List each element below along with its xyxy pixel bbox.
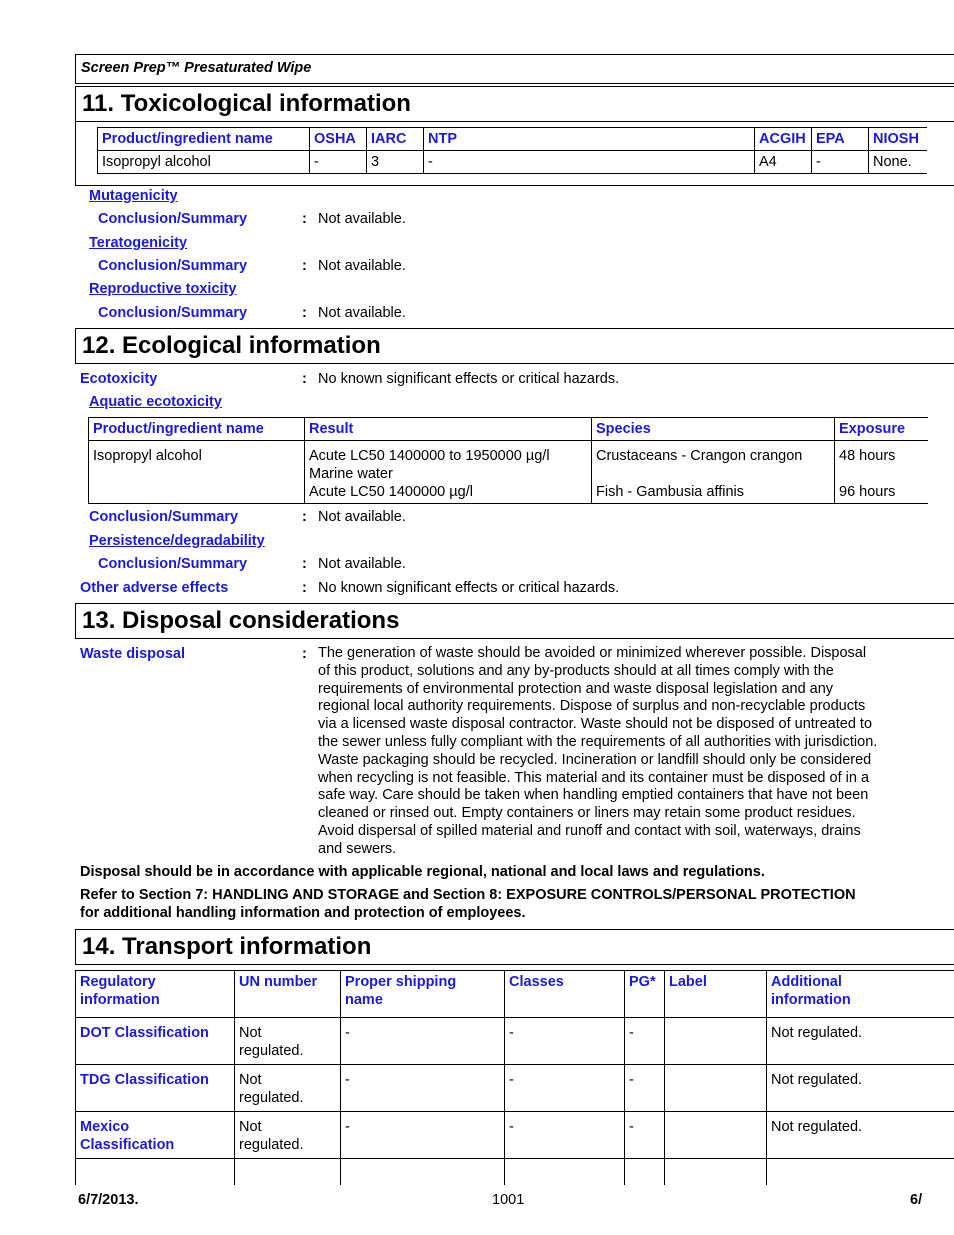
line: TDG Classification	[80, 1072, 209, 1088]
colon: :	[302, 305, 307, 321]
text-line: requirements of environmental protection and waste disposal legislation and any	[318, 680, 834, 697]
cell-empty	[625, 1159, 665, 1185]
th-species: Species	[592, 418, 835, 441]
conclusion-label: Conclusion/Summary	[98, 258, 248, 274]
colon: :	[302, 646, 307, 662]
result-2: Acute LC50 1400000 µg/l	[309, 484, 473, 500]
text-line: via a licensed waste disposal contractor. Waste should not be disposed of untreated to	[318, 716, 873, 733]
line: Mexico	[80, 1119, 130, 1135]
ecotoxicity-label: Ecotoxicity	[80, 371, 158, 387]
cell-pg: -	[625, 1018, 665, 1065]
colon: :	[302, 580, 307, 596]
exposure-2: 96 hours	[839, 484, 896, 500]
th-additional	[767, 971, 954, 1018]
ecotoxicity-value: No known significant effects or critical hazards.	[318, 371, 620, 387]
cell-regulatory	[76, 1065, 235, 1112]
waste-disposal-text	[318, 645, 923, 859]
th-niosh: NIOSH	[869, 128, 928, 151]
table-row	[76, 1065, 954, 1112]
exposure-1: 48 hours	[839, 448, 896, 464]
th-pg: PG*	[625, 971, 665, 1018]
conclusion-label: Conclusion/Summary	[89, 509, 239, 525]
section-14-title: 14. Transport information	[75, 929, 954, 965]
cell-epa: -	[812, 151, 869, 174]
spacer	[596, 465, 830, 483]
transport-table	[75, 970, 954, 1185]
th-ntp: NTP	[424, 128, 755, 151]
th-line: name	[345, 992, 383, 1008]
conclusion-value: Not available.	[318, 556, 406, 572]
cell-label	[665, 1112, 767, 1159]
th-regulatory	[76, 971, 235, 1018]
line: Classification	[80, 1137, 175, 1153]
text-line: of this product, solutions and any by-products should at all times comply with the	[318, 662, 834, 679]
th-classes: Classes	[505, 971, 625, 1018]
table-row	[89, 441, 929, 504]
cell-additional: Not regulated.	[767, 1112, 954, 1159]
line: regulated.	[239, 1137, 304, 1153]
aquatic-ecotoxicity-link[interactable]: Aquatic ecotoxicity	[89, 394, 222, 410]
other-adverse-value: No known significant effects or critical hazards.	[318, 580, 620, 596]
cell-additional: Not regulated.	[767, 1065, 954, 1112]
other-adverse-label: Other adverse effects	[80, 580, 229, 596]
cell-empty	[665, 1159, 767, 1185]
th-line: information	[80, 992, 160, 1008]
th-osha: OSHA	[310, 128, 367, 151]
text-line: and sewers.	[318, 840, 397, 857]
disposal-note: Disposal should be in accordance with applicable regional, national and local laws and regulations.	[80, 864, 765, 880]
text-line: safe way. Care should be taken when handling emptied containers that have not been	[318, 787, 869, 804]
th-product-name: Product/ingredient name	[98, 128, 310, 151]
spacer	[839, 465, 924, 483]
th-iarc: IARC	[367, 128, 424, 151]
colon: :	[302, 211, 307, 227]
colon: :	[302, 371, 307, 387]
th-acgih: ACGIH	[755, 128, 812, 151]
reproductive-toxicity-link[interactable]: Reproductive toxicity	[89, 281, 237, 297]
cell-iarc: 3	[367, 151, 424, 174]
waste-disposal-label: Waste disposal	[80, 646, 186, 662]
cell-empty	[235, 1159, 341, 1185]
cell-niosh: None.	[869, 151, 928, 174]
th-label: Label	[665, 971, 767, 1018]
line: regulated.	[239, 1043, 304, 1059]
result-1: Acute LC50 1400000 to 1950000 µg/l	[309, 448, 550, 464]
table-row	[76, 1112, 954, 1159]
th-epa: EPA	[812, 128, 869, 151]
th-un-number: UN number	[235, 971, 341, 1018]
result-1-medium: Marine water	[309, 466, 393, 482]
th-line: Proper shipping	[345, 974, 457, 990]
section-11-table-frame	[75, 122, 76, 186]
cell-classes: -	[505, 1112, 625, 1159]
mutagenicity-link[interactable]: Mutagenicity	[89, 188, 178, 204]
footer-date: 6/7/2013.	[78, 1192, 139, 1208]
cell-label	[665, 1065, 767, 1112]
conclusion-value: Not available.	[318, 258, 406, 274]
text-line: The generation of waste should be avoided or minimized wherever possible. Disposal	[318, 645, 867, 661]
conclusion-label: Conclusion/Summary	[98, 305, 248, 321]
section-13-title: 13. Disposal considerations	[75, 603, 954, 639]
cell-label	[665, 1018, 767, 1065]
colon: :	[302, 556, 307, 572]
cell-species	[592, 441, 835, 504]
table-row-empty	[76, 1159, 954, 1185]
text-line: when recycling is not feasible. This material and its container must be disposed of in a	[318, 769, 870, 786]
cell-regulatory	[76, 1018, 235, 1065]
cell-psn: -	[341, 1065, 505, 1112]
table-row	[76, 1018, 954, 1065]
section-11-table-frame-bottom	[75, 185, 954, 186]
cell-regulatory	[76, 1112, 235, 1159]
persistence-link[interactable]: Persistence/degradability	[89, 533, 265, 549]
cell-classes: -	[505, 1065, 625, 1112]
line: DOT Classification	[80, 1025, 209, 1041]
aquatic-table	[88, 417, 928, 504]
document-header	[75, 54, 954, 84]
conclusion-value: Not available.	[318, 211, 406, 227]
text-line: regional local authority requirements. Dispose of surplus and non-recyclable products	[318, 698, 866, 715]
th-result: Result	[305, 418, 592, 441]
line: Not	[239, 1119, 262, 1135]
cell-empty	[76, 1159, 235, 1185]
conclusion-label: Conclusion/Summary	[98, 211, 248, 227]
cell-name: Isopropyl alcohol	[89, 441, 305, 504]
cell-acgih: A4	[755, 151, 812, 174]
table-row	[98, 151, 928, 174]
line: regulated.	[239, 1090, 304, 1106]
th-line: Regulatory	[80, 974, 156, 990]
text-line: Avoid dispersal of spilled material and runoff and contact with soil, waterways, drains	[318, 822, 861, 839]
line: Not	[239, 1072, 262, 1088]
th-proper-shipping	[341, 971, 505, 1018]
th-line: Additional	[771, 974, 842, 990]
colon: :	[302, 258, 307, 274]
cell-empty	[767, 1159, 954, 1185]
cell-un	[235, 1018, 341, 1065]
cell-pg: -	[625, 1112, 665, 1159]
cell-empty	[341, 1159, 505, 1185]
species-2: Fish - Gambusia affinis	[596, 484, 745, 500]
th-product-name: Product/ingredient name	[89, 418, 305, 441]
footer-page-number: 6/	[910, 1192, 923, 1208]
section-12-title: 12. Ecological information	[75, 328, 954, 364]
cell-result	[305, 441, 592, 504]
section-11-title: 11. Toxicological information	[75, 86, 954, 122]
teratogenicity-link[interactable]: Teratogenicity	[89, 235, 188, 251]
cell-osha: -	[310, 151, 367, 174]
cell-pg: -	[625, 1065, 665, 1112]
cell-additional: Not regulated.	[767, 1018, 954, 1065]
th-line: information	[771, 992, 851, 1008]
cell-classes: -	[505, 1018, 625, 1065]
colon: :	[302, 509, 307, 525]
cell-psn: -	[341, 1112, 505, 1159]
th-exposure: Exposure	[835, 418, 929, 441]
conclusion-value: Not available.	[318, 509, 406, 525]
product-title: Screen Prep™ Presaturated Wipe	[81, 60, 312, 76]
footer-page-code: 1001	[492, 1192, 525, 1208]
cell-un	[235, 1112, 341, 1159]
line: Not	[239, 1025, 262, 1041]
species-1: Crustaceans - Crangon crangon	[596, 448, 803, 464]
refer-note-line-1: Refer to Section 7: HANDLING AND STORAGE and Section 8: EXPOSURE CONTROLS/PERSONAL PROTECTION	[80, 887, 856, 903]
cell-un	[235, 1065, 341, 1112]
text-line: cleaned or rinsed out. Empty containers or liners may retain some product residues.	[318, 805, 856, 822]
cell-empty	[505, 1159, 625, 1185]
text-line: Waste packaging should be recycled. Incineration or landfill should only be considered	[318, 751, 872, 768]
text-line: the sewer unless fully compliant with the requirements of all authorities with jurisdiction.	[318, 733, 878, 750]
cell-exposure	[835, 441, 929, 504]
cell-name: Isopropyl alcohol	[98, 151, 310, 174]
conclusion-value: Not available.	[318, 305, 406, 321]
cell-psn: -	[341, 1018, 505, 1065]
refer-note-line-2: for additional handling information and protection of employees.	[80, 905, 526, 921]
cell-ntp: -	[424, 151, 755, 174]
conclusion-label: Conclusion/Summary	[98, 556, 248, 572]
toxicology-table	[97, 127, 927, 174]
